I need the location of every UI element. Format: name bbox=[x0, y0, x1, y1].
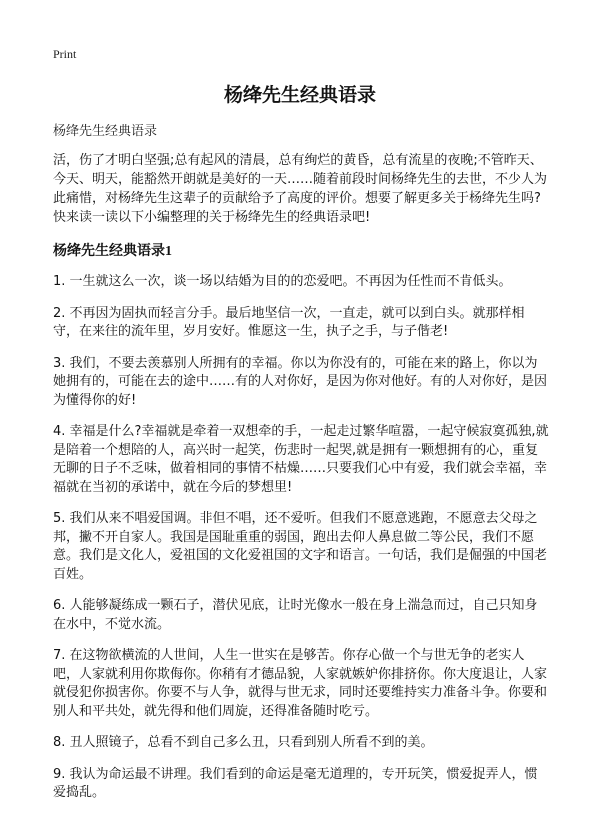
quote-item: 1. 一生就这么一次，谈一场以结婚为目的的恋爱吧。不再因为任性而不肯低头。 bbox=[53, 274, 512, 289]
quote-item: 3. 我们，不要去羡慕别人所拥有的幸福。你以为你没有的，可能在来的路上，你以为她拥有的，可能在去的途中……有的人对你好，是因为你对他好。有的人对你好，是因为懂得你的好! bbox=[53, 355, 548, 408]
quote-item: 8. 丑人照镜子，总看不到自己多么丑，只看到别人所看不到的美。 bbox=[53, 735, 434, 750]
quote-item: 4. 幸福是什么?幸福就是牵着一双想牵的手，一起走过繁华喧嚣，一起守候寂寞孤独,就是陪着一个想陪的人，高兴时一起笑，伤悲时一起哭,就是拥有一颗想拥有的心，重复无聊的日子不乏味，做着相同的事情不枯燥……只要我们心中有爱，我们就会幸福，幸福就在当初的承诺中，就在今后的梦想里! bbox=[53, 424, 549, 495]
document-body bbox=[53, 151, 550, 816]
quote-item: 2. 不再因为固执而轻言分手。最后地坚信一次，一直走，就可以到白头。就那样相守，在来往的流年里，岁月安好。惟愿这一生，执子之手，与子偕老! bbox=[53, 305, 525, 339]
document-subtitle: 杨绛先生经典语录 bbox=[53, 124, 158, 139]
print-link[interactable]: Print bbox=[53, 47, 77, 61]
page-title: 杨绛先生经典语录 bbox=[223, 84, 376, 106]
quote-item: 5. 我们从来不唱爱国调。非但不唱，还不爱听。但我们不愿意逃跑，不愿意去父母之邦，撇不开自家人。我国是国耻重重的弱国，跑出去仰人鼻息做二等公民，我们不愿意。我们是文化人，爱祖国的文化爱祖国的文字和语言。一句话，我们是倔强的中国老百姓。 bbox=[53, 511, 548, 582]
quote-item: 7. 在这物欲横流的人世间，人生一世实在是够苦。你存心做一个与世无争的老实人吧，人家就利用你欺侮你。你稍有才德品貌，人家就嫉妒你排挤你。你大度退让，人家就侵犯你损害你。你要不与人争，就得与世无求，同时还要维持实力准备斗争。你要和别人和平共处，就先得和他们周旋，还得准备随时吃亏。 bbox=[53, 648, 548, 719]
quote-list bbox=[53, 273, 550, 803]
quote-item: 9. 我认为命运最不讲理。我们看到的命运是毫无道理的，专开玩笑，惯爱捉弄人，惯爱捣乱。 bbox=[53, 766, 538, 800]
quote-item: 6. 人能够凝练成一颗石子，潜伏见底，让时光像水一般在身上湍急而过，自己只知身在水中，不觉水流。 bbox=[53, 598, 538, 632]
intro-paragraph: 活，伤了才明白坚强;总有起风的清晨，总有绚烂的黄昏，总有流星的夜晚;不管昨天、今天、明天，能豁然开朗就是美好的一天……随着前段时间杨绛先生的去世，不少人为此痛惜，对杨绛先生这辈子的贡献给予了高度的评价。想要了解更多关于杨绛先生吗?快来读一读以下小编整理的关于杨绛先生的经典语录吧! bbox=[53, 153, 548, 225]
section-heading: 杨绛先生经典语录1 bbox=[53, 244, 172, 259]
